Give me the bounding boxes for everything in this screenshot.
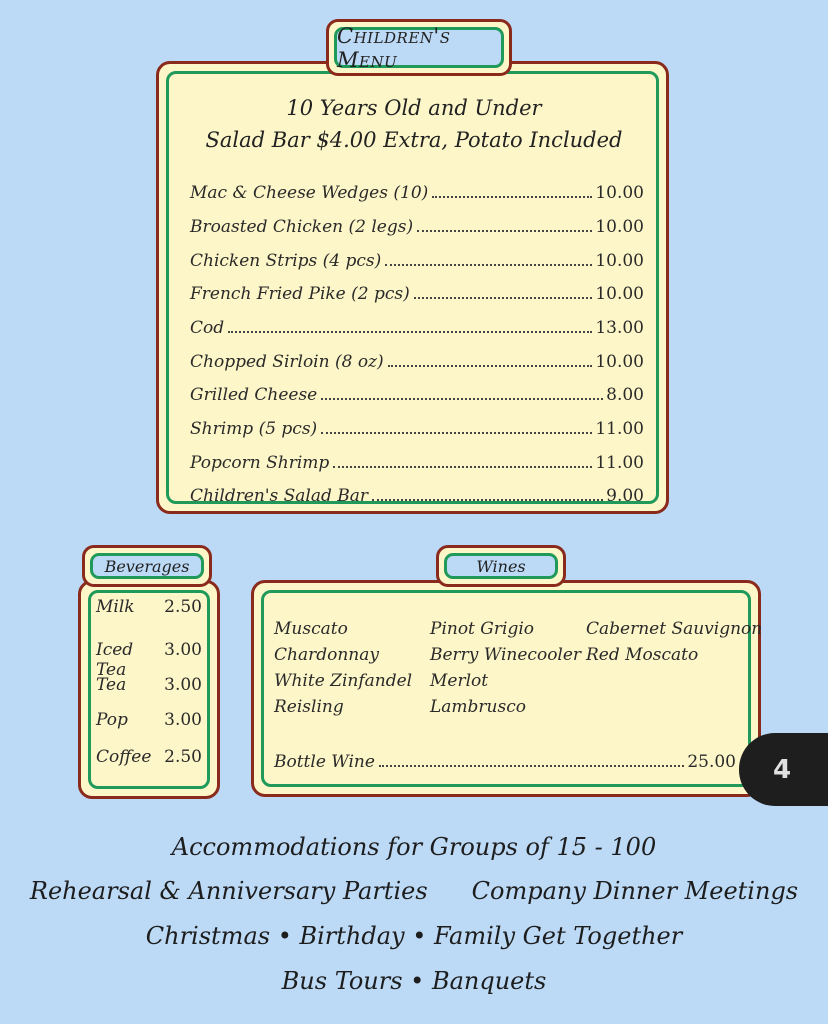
groups-note: Accommodations for Groups of 15 - 100: [171, 833, 657, 861]
occasions-note: Christmas • Birthday • Family Get Together: [145, 922, 683, 950]
beverage-item: [96, 675, 202, 695]
menu-item-name: French Fried Pike (2 pcs): [190, 284, 410, 304]
beverage-price: 2.50: [164, 747, 202, 767]
menu-item: [190, 241, 644, 271]
dinner-meetings-text: Company Dinner Meetings: [471, 877, 799, 905]
menu-item: [190, 342, 644, 372]
menu-item-price: 10.00: [595, 352, 644, 372]
dot-leader: [372, 499, 603, 501]
menu-item-price: 10.00: [595, 217, 644, 237]
beverage-item: [96, 597, 202, 617]
dot-leader: [321, 398, 603, 400]
menu-item-price: 9.00: [606, 486, 644, 506]
menu-item-name: Grilled Cheese: [190, 385, 318, 405]
childrens-menu-subtitle-age: 10 Years Old and Under: [286, 96, 542, 120]
menu-item-price: 10.00: [595, 251, 644, 271]
dot-leader: [333, 466, 592, 468]
beverage-name: Iced Tea: [96, 640, 134, 680]
dot-leader: [228, 331, 592, 333]
wine-item: Red Moscato: [586, 645, 699, 665]
bottle-wine-row: [274, 746, 736, 772]
dot-leader: [379, 765, 684, 767]
beverage-item: [96, 710, 202, 730]
beverage-name: Tea: [96, 675, 127, 695]
page-number-badge: [739, 733, 828, 806]
menu-item: [190, 308, 644, 338]
menu-item: [190, 476, 644, 506]
beverage-item: [96, 640, 202, 680]
beverage-name: Pop: [96, 710, 128, 730]
wine-item: Lambrusco: [430, 697, 526, 717]
beverage-price: 3.00: [164, 710, 202, 730]
menu-item-price: 13.00: [595, 318, 644, 338]
menu-item-price: 10.00: [595, 183, 644, 203]
wine-item: Pinot Grigio: [430, 619, 534, 639]
beverage-price: 2.50: [164, 597, 202, 617]
childrens-menu-subtitle-salad-bar: Salad Bar $4.00 Extra, Potato Included: [205, 128, 623, 152]
dot-leader: [321, 432, 592, 434]
beverage-price: 3.00: [164, 640, 202, 660]
wine-item: Cabernet Sauvignon: [586, 619, 763, 639]
menu-item: [190, 274, 644, 304]
menu-item-name: Mac & Cheese Wedges (10): [190, 183, 429, 203]
menu-item: [190, 207, 644, 237]
wine-item: Berry Winecooler: [430, 645, 582, 665]
menu-item: [190, 375, 644, 405]
tours-note: Bus Tours • Banquets: [281, 967, 547, 995]
wines-title: Wines: [444, 553, 558, 579]
wine-item: White Zinfandel: [274, 671, 413, 691]
dot-leader: [432, 196, 592, 198]
menu-item: [190, 173, 644, 203]
bottle-wine-price: 25.00: [687, 752, 736, 772]
beverages-title: Beverages: [90, 553, 204, 579]
beverage-name: Coffee: [96, 747, 152, 767]
menu-item-name: Popcorn Shrimp: [190, 453, 330, 473]
wine-item: Merlot: [430, 671, 489, 691]
dot-leader: [388, 365, 593, 367]
beverages-tab: [82, 545, 212, 587]
wine-item: Chardonnay: [274, 645, 379, 665]
rehearsal-parties-text: Rehearsal & Anniversary Parties: [29, 877, 428, 905]
bottle-wine-name: Bottle Wine: [274, 752, 375, 772]
childrens-menu-tab: [326, 19, 512, 76]
menu-item-price: 11.00: [595, 453, 644, 473]
menu-item-name: Children's Salad Bar: [190, 486, 369, 506]
wine-item: Muscato: [274, 619, 348, 639]
menu-item-price: 10.00: [595, 284, 644, 304]
menu-item-name: Broasted Chicken (2 legs): [190, 217, 414, 237]
menu-item-name: Chopped Sirloin (8 oz): [190, 352, 384, 372]
page-number: 4: [773, 754, 792, 785]
wines-tab: [436, 545, 566, 587]
dot-leader: [385, 264, 592, 266]
dot-leader: [414, 297, 593, 299]
dot-leader: [417, 230, 592, 232]
menu-item-name: Shrimp (5 pcs): [190, 419, 318, 439]
menu-item-price: 8.00: [606, 385, 644, 405]
menu-item-name: Chicken Strips (4 pcs): [190, 251, 382, 271]
menu-item-price: 11.00: [595, 419, 644, 439]
beverage-name: Milk: [96, 597, 135, 617]
events-note: [0, 877, 828, 905]
beverage-price: 3.00: [164, 675, 202, 695]
menu-item: [190, 443, 644, 473]
menu-item-name: Cod: [190, 318, 225, 338]
childrens-menu-title: Children's Menu: [334, 27, 504, 68]
wine-item: Reisling: [274, 697, 344, 717]
menu-item: [190, 409, 644, 439]
beverage-item: [96, 747, 202, 767]
